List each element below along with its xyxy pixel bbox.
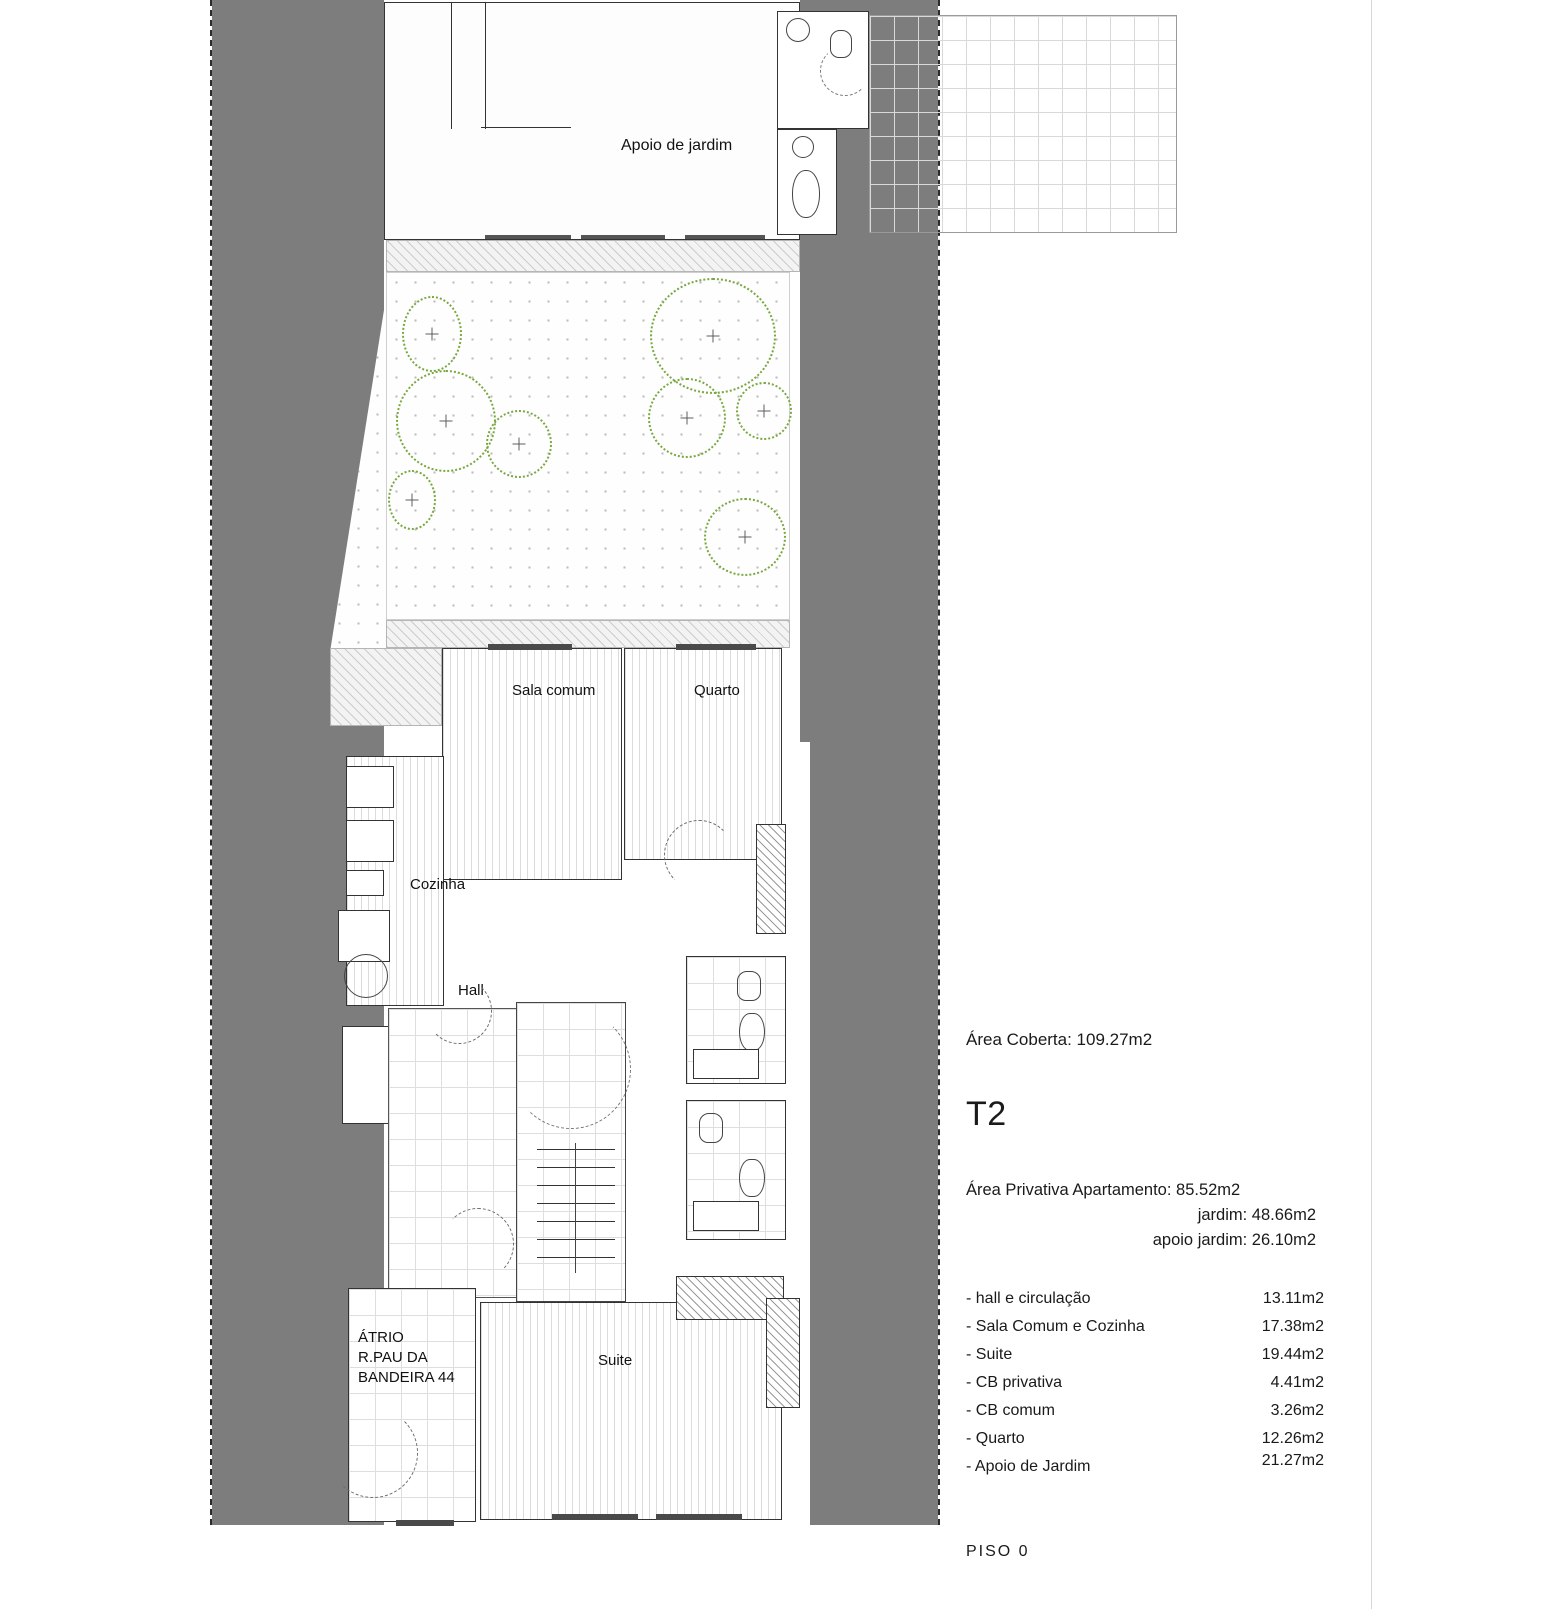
window-opening [488,644,572,650]
tree-symbol [648,378,726,458]
sink-icon [786,18,810,42]
cooktop-icon [346,820,394,862]
private-area-line-2: jardim: 48.66m2 [1197,1206,1316,1224]
apartment-type: T2 [966,1095,1007,1133]
wardrobe-hatch [766,1298,800,1408]
area-breakdown-list [966,1290,1324,1486]
door-swing-arc [664,820,734,890]
atrio-label [358,1328,455,1388]
paved-strip-north [386,240,800,272]
breakdown-value: 21.27m2 [1261,1452,1324,1469]
stair-railing [575,1143,576,1273]
breakdown-label: - CB privativa [966,1374,1063,1391]
washbasin-icon [739,1159,765,1197]
tree-symbol [396,370,496,472]
window-opening [676,644,756,650]
floor-level-label: PISO 0 [966,1543,1030,1560]
door-swing-arc [442,1208,514,1280]
tree-symbol [388,470,436,530]
atrio-line-2: R.PAU DA [358,1349,428,1366]
sink-icon [344,954,388,998]
window-opening [581,235,665,239]
partition-wall [485,3,486,129]
partition-wall [481,127,571,128]
tree-symbol [650,278,776,394]
window-opening [552,1514,638,1520]
suite-room [480,1302,782,1520]
toilet-icon [699,1113,723,1143]
entrance-door-opening [396,1520,454,1526]
info-panel [966,0,1366,1609]
window-opening [656,1514,742,1520]
room-label-quarto: Quarto [694,682,740,699]
apartment-plan [330,648,810,1525]
private-area-line-3: apoio jardim: 26.10m2 [1152,1231,1316,1249]
tree-symbol [402,296,462,372]
adjacent-building-right-lower [810,742,938,1525]
breakdown-row [966,1290,1324,1318]
breakdown-value: 3.26m2 [1270,1402,1324,1419]
toilet-icon [737,971,761,1001]
cb-comum-bathroom [686,956,786,1084]
entrance-door-arc [328,1408,418,1498]
apoio-wc-compartment [777,11,869,129]
breakdown-value: 12.26m2 [1261,1430,1324,1447]
apoio-de-jardim-room [384,2,800,240]
area-coberta-text: Área Coberta: 109.27m2 [966,1030,1153,1049]
stair-core [516,1002,626,1302]
bathtub-icon [693,1201,759,1231]
breakdown-label: - Apoio de Jardim [966,1458,1091,1475]
room-label-sala-comum: Sala comum [512,682,596,699]
door-swing-arc [426,978,492,1044]
room-label-suite: Suite [598,1352,633,1369]
bathtub-icon [693,1049,759,1079]
window-opening [685,235,765,239]
room-label-apoio-de-jardim: Apoio de jardim [621,137,733,154]
wardrobe-hatch [756,824,786,934]
partition-wall [451,3,452,129]
atrio-line-1: ÁTRIO [358,1329,404,1346]
breakdown-row [966,1374,1324,1402]
tree-symbol [486,410,552,478]
breakdown-row [966,1346,1324,1374]
door-swing-arc [820,46,870,96]
breakdown-value: 13.11m2 [1262,1290,1324,1307]
counter-icon [346,870,384,896]
breakdown-value: 19.44m2 [1261,1346,1324,1363]
room-label-cozinha: Cozinha [410,876,466,893]
tree-symbol [736,382,792,440]
window-opening [485,235,571,239]
breakdown-value: 17.38m2 [1261,1318,1324,1335]
breakdown-label: - Suite [966,1346,1013,1363]
breakdown-label: - CB comum [966,1402,1055,1419]
stove-icon [346,766,394,808]
drain-icon [792,136,814,158]
washbasin-icon [792,170,820,218]
atrio-line-3: BANDEIRA 44 [358,1369,455,1386]
room-label-hall: Hall [458,982,484,999]
breakdown-row [966,1452,1324,1486]
washbasin-icon [739,1013,765,1051]
breakdown-row [966,1318,1324,1346]
cb-privativa-bathroom [686,1100,786,1240]
breakdown-row [966,1402,1324,1430]
apoio-service-compartment [777,129,837,235]
stair-landing-arc [511,1009,631,1129]
sheet-divider [1371,0,1372,1609]
breakdown-label: - hall e circulação [966,1290,1091,1307]
breakdown-label: - Sala Comum e Cozinha [966,1318,1145,1335]
breakdown-value: 4.41m2 [1270,1374,1324,1391]
breakdown-label: - Quarto [966,1430,1025,1447]
private-area-block [966,1178,1316,1253]
private-area-line-1: Área Privativa Apartamento: 85.52m2 [966,1181,1241,1199]
tree-symbol [704,498,786,576]
